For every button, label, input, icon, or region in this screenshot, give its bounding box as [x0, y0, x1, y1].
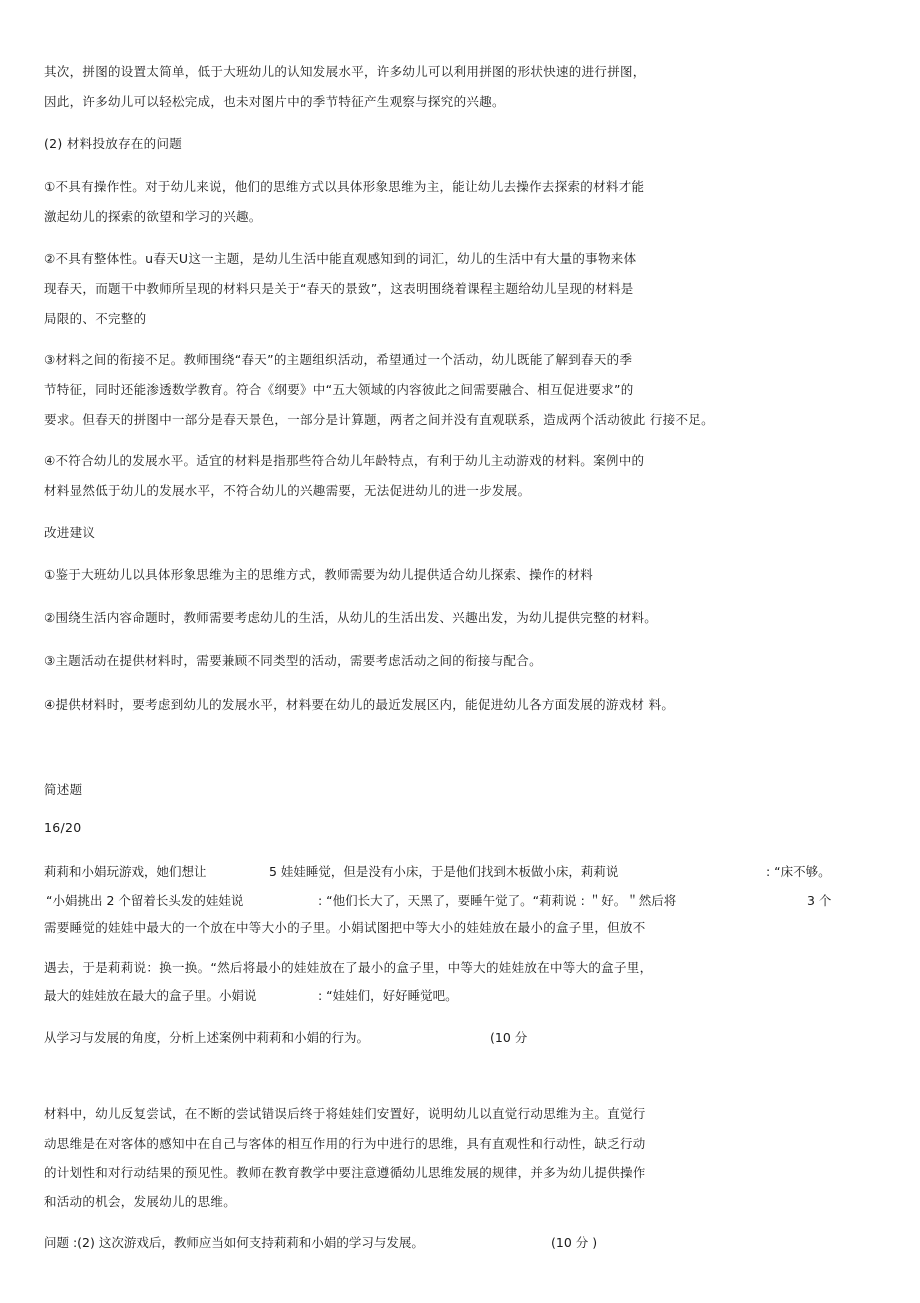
question-score: (10 分 [490, 1030, 528, 1045]
list-item: ③主题活动在提供材料时，需要兼顾不同类型的活动，需要考虑活动之间的衔接与配合。 [44, 653, 542, 668]
paragraph-line: ②不具有整体性。u春天U这一主题，是幼儿生活中能直观感知到的词汇，幼儿的生活中有大量的事物来体 [44, 251, 637, 266]
list-item: ④提供材料时，要考虑到幼儿的发展水平，材料要在幼儿的最近发展区内，能促进幼儿各方面发展的游戏材 料。 [44, 697, 675, 712]
paragraph-line: 节特征，同时还能渗透数学教育。符合《纲要》中“五大领域的内容彼此之间需要融合、相互促进要求”的 [44, 382, 634, 397]
case-text: : “床不够。 [766, 864, 831, 879]
case-text: 5 娃娃睡觉，但是没有小床，于是他们找到木板做小床，莉莉说 [269, 864, 619, 879]
case-text: : “娃娃们，好好睡觉吧。 [318, 988, 458, 1003]
case-text: 莉莉和小娟玩游戏，她们想让 [44, 864, 207, 879]
question-score: (10 分 ) [551, 1235, 598, 1250]
case-text: 遇去，于是莉莉说：换一换。“然后将最小的娃娃放在了最小的盒子里，中等大的娃娃放在中等大的盒子里， [44, 960, 653, 975]
section-heading: 改进建议 [44, 525, 96, 540]
case-text: “小娟挑出 2 个留着长头发的娃娃说 [46, 893, 244, 908]
paragraph-line: 因此，许多幼儿可以轻松完成，也未对图片中的季节特征产生观察与探究的兴趣。 [44, 94, 505, 109]
paragraph-line: 激起幼儿的探索的欲望和学习的兴趣。 [44, 209, 262, 224]
case-text: 需要睡觉的娃娃中最大的一个放在中等大小的子里。小娟试图把中等大小的娃娃放在最小的盒子里，但放不 [44, 920, 646, 935]
list-item: ①鉴于大班幼儿以具体形象思维为主的思维方式，教师需要为幼儿提供适合幼儿探索、操作的材料 [44, 567, 594, 582]
answer-line: 材料中，幼儿反复尝试，在不断的尝试错误后终于将娃娃们安置好，说明幼儿以直觉行动思维为主。直觉行 [44, 1106, 646, 1121]
paragraph-line: ④不符合幼儿的发展水平。适宜的材料是指那些符合幼儿年龄特点，有利于幼儿主动游戏的材料。案例中的 [44, 453, 645, 468]
paragraph-line: 现春天，而题干中教师所呈现的材料只是关于“春天的景致”，这表明围绕着课程主题给幼儿呈现的材料是 [44, 281, 634, 296]
answer-line: 的计划性和对行动结果的预见性。教师在教育教学中要注意遵循幼儿思维发展的规律，并多为幼儿提供操作 [44, 1165, 646, 1180]
paragraph-line: 材料显然低于幼儿的发展水平，不符合幼儿的兴趣需要，无法促进幼儿的进一步发展。 [44, 483, 531, 498]
case-text: 最大的娃娃放在最大的盒子里。小娟说 [44, 988, 257, 1003]
paragraph-line: 局限的、不完整的 [44, 311, 147, 326]
answer-line: 和活动的机会，发展幼儿的思维。 [44, 1194, 237, 1209]
paragraph-line: 要求。但春天的拼图中一部分是春天景色，一部分是计算题，两者之间并没有直观联系，造成两个活动彼此 行接不足。 [44, 412, 714, 427]
paragraph-line: ③材料之间的衔接不足。教师围绕“春天”的主题组织活动，希望通过一个活动，幼儿既能了解到春天的季 [44, 352, 633, 367]
paragraph-line: 其次，拼图的设置太简单，低于大班幼儿的认知发展水平，许多幼儿可以利用拼图的形状快速的进行拼图， [44, 64, 646, 79]
case-text: 3 个 [807, 893, 832, 908]
question-text: 问题 :(2) 这次游戏后，教师应当如何支持莉莉和小娟的学习与发展。 [44, 1235, 424, 1250]
list-item: ②围绕生活内容命题时，教师需要考虑幼儿的生活，从幼儿的生活出发、兴趣出发，为幼儿提供完整的材料。 [44, 610, 658, 625]
page-counter: 16/20 [44, 820, 82, 835]
section-heading: (2) 材料投放存在的问题 [44, 136, 183, 151]
question-text: 从学习与发展的角度，分析上述案例中莉莉和小娟的行为。 [44, 1030, 370, 1045]
answer-line: 动思维是在对客体的感知中在自己与客体的相互作用的行为中进行的思维，具有直观性和行动性，缺乏行动 [44, 1136, 646, 1151]
case-text: : “他们长大了，天黑了，要睡午觉了。“莉莉说 : ＂好。＂然后将 [318, 893, 677, 908]
paragraph-line: ①不具有操作性。对于幼儿来说，他们的思维方式以具体形象思维为主，能让幼儿去操作去探索的材料才能 [44, 179, 645, 194]
section-heading: 简述题 [44, 782, 83, 797]
